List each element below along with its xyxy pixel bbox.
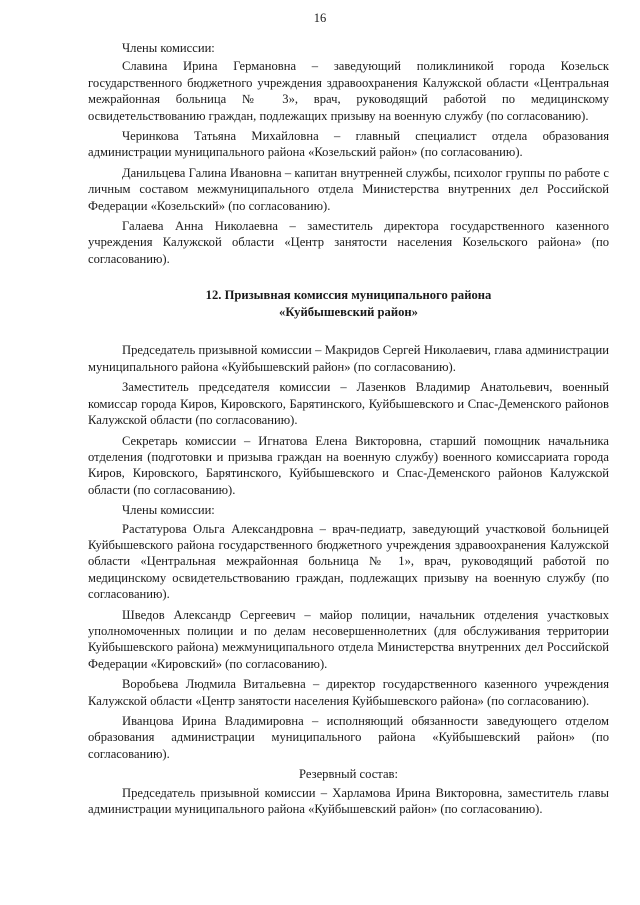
reserve-chairman-paragraph: Председатель призывной комиссии – Харламова Ирина Викторовна, заместитель главы администрации муниципального района «Куйбышевский район» (по согласованию).	[88, 785, 609, 817]
section-title	[88, 287, 609, 320]
deputy-paragraph: Заместитель председателя комиссии – Лазенков Владимир Анатольевич, военный комиссар города Киров, Кировского, Барятинского, Куйбышевского и Спас-Деменского районов Калужской области (по согласованию).	[88, 380, 609, 428]
secretary-paragraph: Секретарь комиссии – Игнатова Елена Викторовна, старший помощник начальника отделения (подготовки и призыва граждан на военную службу) военного комиссариата города Киров, Кировского, Барятинского, Куйбышевского и Спас-Деменского районов Калужской области (по согласованию).	[88, 433, 609, 497]
member-paragraph: Растатурова Ольга Александровна – врач-педиатр, заведующий участковой больницей Куйбышевского района государственного бюджетного учреждения здравоохранения Калужской области «Центральная межрайонная больница № 1», врач, руководящий работой по медицинскому освидетельствованию граждан, подлежащих призыву на военную службу (по согласованию).	[88, 521, 609, 602]
member-paragraph: Славина Ирина Германовна – заведующий поликлиникой города Козельск государственного бюджетного учреждения здравоохранения Калужской области «Центральная межрайонная больница № 3», врач, руководящий работой по медицинскому освидетельствованию граждан, подлежащих призыву на военную службу (по согласованию).	[88, 59, 609, 123]
section-title-line: «Куйбышевский район»	[279, 304, 418, 319]
chairman-paragraph: Председатель призывной комиссии – Макридов Сергей Николаевич, глава администрации муниципального района «Куйбышевский район» (по согласованию).	[88, 343, 609, 374]
member-paragraph: Шведов Александр Сергеевич – майор полиции, начальник отделения участковых уполномоченных полиции и по делам несовершеннолетних (для обслуживания территории Куйбышевского района) межмуниципального отдела Министерства внутренних дел Российской Федерации «Кировский» (по согласованию).	[88, 607, 609, 671]
document-body	[88, 40, 609, 821]
section-title-line: 12. Призывная комиссия муниципального района	[205, 288, 492, 303]
members-label: Члены комиссии:	[122, 503, 215, 518]
members-label: Члены комиссии:	[122, 41, 215, 55]
page-number: 16	[313, 11, 327, 25]
member-paragraph: Галаева Анна Николаевна – заместитель директора государственного казенного учреждения Калужской области «Центр занятости населения Козельского района» (по согласованию).	[88, 219, 609, 266]
reserve-label: Резервный состав:	[299, 767, 398, 782]
member-paragraph: Черинкова Татьяна Михайловна – главный специалист отдела образования администрации муниципального района «Козельский район» (по согласованию).	[88, 129, 609, 160]
member-paragraph: Данильцева Галина Ивановна – капитан внутренней службы, психолог группы по работе с личным составом межмуниципального отдела Министерства внутренних дел Российской Федерации «Козельский» (по согласованию).	[88, 165, 609, 213]
member-paragraph: Иванцова Ирина Владимировна – исполняющий обязанности заведующего отделом образования администрации муниципального района «Куйбышевский район» (по согласованию).	[88, 714, 609, 761]
member-paragraph: Воробьева Людмила Витальевна – директор государственного казенного учреждения Калужской области «Центр занятости населения Куйбышевского района» (по согласованию).	[88, 677, 609, 708]
